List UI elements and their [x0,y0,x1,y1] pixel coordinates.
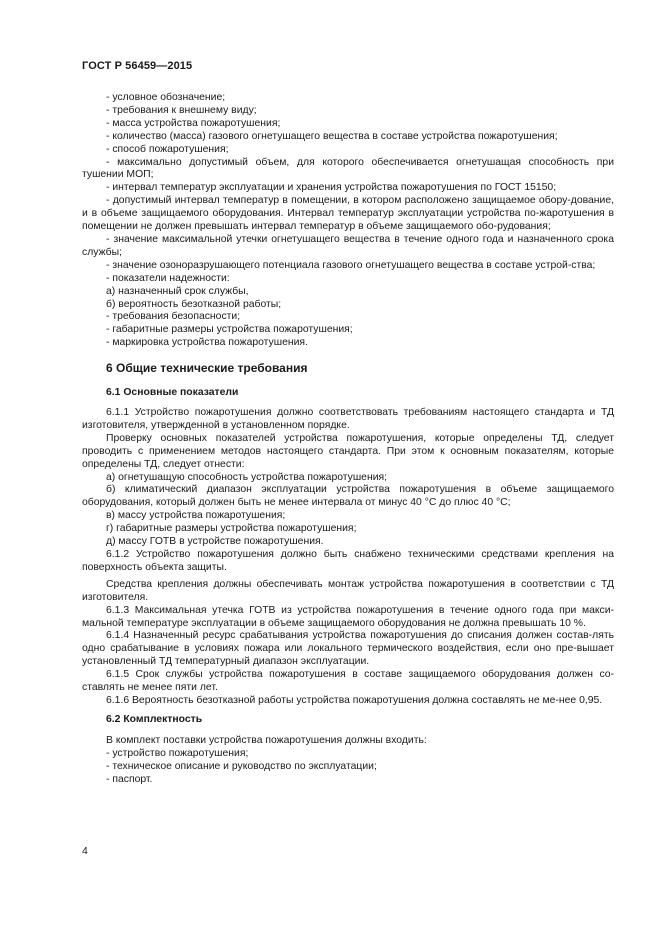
list-item: - требования безопасности; [106,311,241,323]
list-item: д) массу ГОТВ в устройстве пожаротушения. [106,536,324,548]
list-item: - максимально допустимый объем, для которого обеспечивается огнетушащая способность при тушении МОП; [82,156,614,181]
paragraph-mounting: Средства крепления должны обеспечивать монтаж устройства пожаротушения в соответствии с ТД изготовителя. [82,578,614,603]
page-number: 4 [82,846,88,857]
requirements-list [82,92,614,350]
list-item: - требования к внешнему виду; [106,104,257,116]
list-item: в) массу устройства пожаротушения; [106,510,286,522]
list-item: - значение озоноразрушающего потенциала газового огнетушащего вещества в составе устрой-ства; [106,259,596,271]
list-item: а) огнетушащую способность устройства пожаротушения; [106,471,388,483]
list-item: б) климатический диапазон эксплуатации устройства пожаротушения в объеме защищаемого оборудования, который должен быть не менее интервала от минус 40 °С до плюс 40 °С; [82,484,614,509]
list-item: - маркировка устройства пожаротушения. [106,337,308,349]
list-item: г) габаритные размеры устройства пожаротушения; [106,523,357,535]
page-body [82,92,614,786]
list-item: а) назначенный срок службы, [106,285,249,297]
list-item: - допустимый интервал температур в помещении, в котором расположено защищаемое обору-дование, и в объеме защищаемого оборудования. Интервал температур эксплуатации устройства по-жаротушения в помещении не должен превышать интервал температур в объеме защищаемого обо-рудования; [82,195,614,233]
list-item: - количество (масса) газового огнетушащего вещества в составе устройства пожаротушения; [106,130,558,142]
document-header: ГОСТ Р 56459—2015 [82,60,193,72]
list-item: - интервал температур эксплуатации и хранения устройства пожаротушения по ГОСТ 15150; [106,182,557,194]
list-item: - условное обозначение; [106,92,226,103]
clause-6-1-6: 6.1.6 Вероятность безотказной работы устройства пожаротушения должна составлять не ме-нее 0,95. [106,694,603,706]
paragraph-check: Проверку основных показателей устройства пожаротушения, которые определены ТД, следует проводить с применением методов настоящего стандарта. При этом к основным показателям, которые определены ТД, следует отнести: [82,432,614,470]
clause-6-1-5: 6.1.5 Срок службы устройства пожаротушения в составе защищаемого оборудования должен со-ставлять не менее пяти лет. [82,669,614,694]
list-item: - техническое описание и руководство по эксплуатации; [106,760,377,772]
paragraph-kit-intro: В комплект поставки устройства пожаротушения должны входить: [106,734,427,746]
list-item: - масса устройства пожаротушения; [106,117,281,129]
clause-6-1-4: 6.1.4 Назначенный ресурс срабатывания устройства пожаротушения до списания должен состав-лять одно срабатывание в условиях пожара или локального термического воздействия, если оно пре-вышает установленный ТД температурный диапазон эксплуатации. [82,630,614,668]
list-item: - показатели надежности: [106,272,230,284]
list-item: - способ пожаротушения; [106,143,229,155]
clause-6-1-3: 6.1.3 Максимальная утечка ГОТВ из устройства пожаротушения в течение одного года при макси-мальной температуре эксплуатации в объеме защищаемого оборудования не должна превышать 10 %. [82,604,614,629]
list-item: - паспорт. [106,773,153,785]
clause-6-1-2: 6.1.2 Устройство пожаротушения должно быть снабжено техническими средствами крепления на поверхность объекта защиты. [82,549,614,573]
list-item: - устройство пожаротушения; [106,747,249,759]
section-6-heading: 6 Общие технические требования [106,361,308,376]
list-item: - габаритные размеры устройства пожаротушения; [106,324,353,336]
subsection-6-2-heading: 6.2 Комплектность [106,713,203,725]
subsection-6-1-heading: 6.1 Основные показатели [106,387,239,399]
list-item: б) вероятность безотказной работы; [106,298,282,310]
clause-6-1-1: 6.1.1 Устройство пожаротушения должно соответствовать требованиям настоящего стандарта и ТД изготовителя, утвержденной в установленном порядке. [82,407,614,431]
list-item: - значение максимальной утечки огнетушащего вещества в течение одного года и назначенного срока службы; [82,233,614,258]
